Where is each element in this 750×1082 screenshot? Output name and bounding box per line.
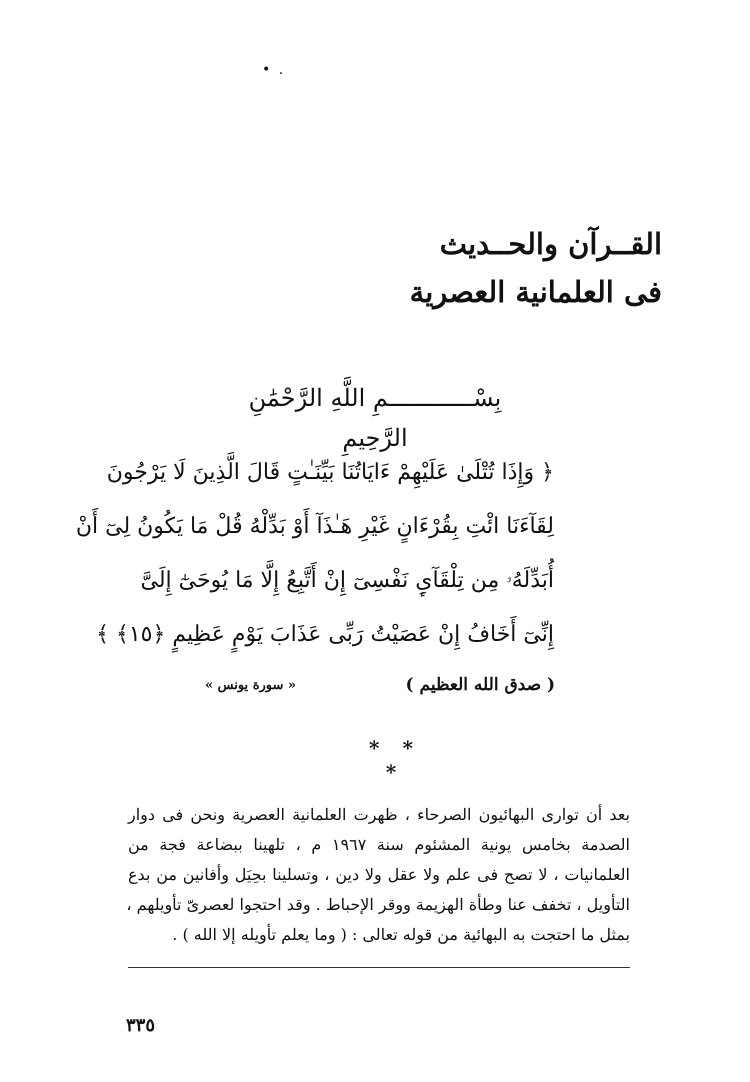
page-number: ٣٣٥ (126, 1015, 156, 1036)
verse-line: لِقَآءَنَا ائْتِ بِقُرْءَانٍ غَيْرِ هَـٰذَآ أَوْ بَدِّلْهُ قُلْ مَا يَكُونُ لِىٓ أَنْ (75, 514, 554, 539)
body-line: بمثل ما احتجت به البهائية من قوله تعالى : ( وما يعلم تأويله إلا الله ) . (172, 925, 630, 944)
chapter-title-line-1: القــرآن والحــديث (439, 227, 662, 261)
body-line: التأويل ، تخفف عنا وطأة الهزيمة ووقر الإحباط . وقد احتجوا لعصرىّ تأويلهم ، (126, 895, 630, 914)
body-line: الصدمة بخامس يونية المشئوم سنة ١٩٦٧ م ، تلهينا ببضاعة فجة من (128, 835, 631, 854)
attribution-main: ( صدق الله العظيم ) (405, 675, 555, 695)
verse-line: إِنِّىٓ أَخَافُ إِنْ عَصَيْتُ رَبِّى عَذَابَ يَوْمٍ عَظِيمٍ ﴿١٥﴾ ﴾ (96, 622, 554, 647)
footer-rule (128, 967, 630, 968)
chapter-title-line-2: فى العلمانية العصرية (409, 275, 662, 309)
verse-line: أُبَدِّلَهُۥ مِن تِلْقَآىِٕ نَفْسِىٓ إِنْ أَتَّبِعُ إِلَّا مَا يُوحَىٰٓ إِلَىَّ (140, 568, 554, 593)
verse-line: ﴿ وَإِذَا تُتْلَىٰ عَلَيْهِمْ ءَايَاتُنَا بَيِّنَـٰتٍ قَالَ الَّذِينَ لَا يَرْجُونَ (106, 460, 554, 485)
body-line: بعد أن توارى البهائيون الصرحاء ، ظهرت العلمانية العصرية ونحن فى دوار (128, 805, 630, 824)
attribution-surah: « سورة يونس » (205, 677, 297, 693)
top-mark: • . (262, 62, 286, 78)
section-separator: * * * (369, 736, 421, 784)
quran-verse (75, 446, 554, 662)
chapter-title (242, 220, 662, 316)
verse-attribution (205, 675, 555, 695)
body-paragraph (128, 800, 630, 950)
basmala: بِسْــــــــــــمِ اللَّهِ الرَّحْمَٰنِ الرَّحِيمِ (248, 384, 502, 452)
body-line: العلمانيات ، لا تصح فى علم ولا عقل ولا دين ، وتسلينا بحِيَل وأفانين من بدع (128, 865, 630, 884)
